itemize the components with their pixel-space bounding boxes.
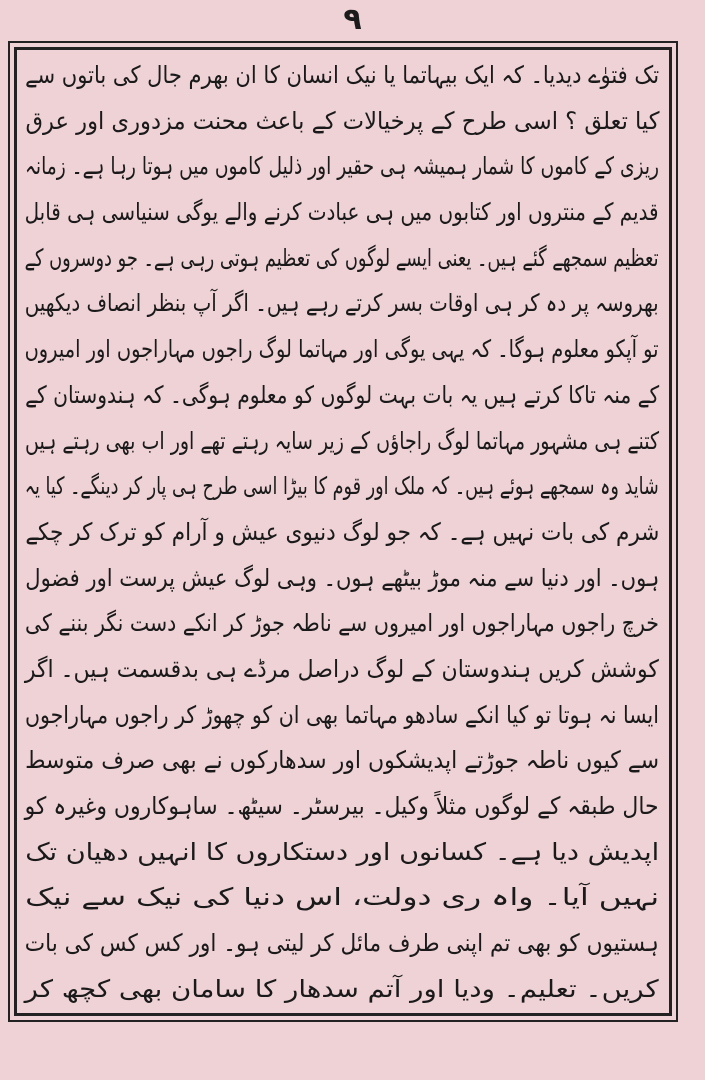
page-border-outer [8, 41, 678, 1022]
text-line: کریں۔ تعلیم۔ ودیا اور آتم سدھار کا سامان بھی کچھ کر [25, 974, 659, 1003]
page-border-inner [14, 47, 672, 1016]
text-line: ہستیوں کو بھی تم اپنی طرف مائل کر لیتی ہو۔ اور کس کس کی بات [25, 929, 659, 958]
text-line: تو آپکو معلوم ہوگا۔ کہ یہی یوگی اور مہاتما لوگ راجوں مہاراجوں اور امیروں [25, 335, 659, 364]
text-line: تعظیم سمجھے گئے ہیں۔ یعنی ایسے لوگوں کی تعظیم ہوتی رہی ہے۔ جو دوسروں کے [25, 243, 659, 272]
text-line: اپدیش دیا ہے۔ کسانوں اور دستکاروں کا انہیں دھیان تک [25, 837, 659, 866]
text-line: کتنے ہی مشہور مہاتما لوگ راجاؤں کے زیر سایہ رہتے تھے اور اب بھی رہتے ہیں [25, 426, 659, 455]
text-line: تک فتوٰے دیدیا۔ کہ ایک بیہاتما یا نیک انسان کا ان بھرم جال کی باتوں سے [25, 61, 659, 89]
text-line: شرم کی بات نہیں ہے۔ کہ جو لوگ دنیوی عیش و آرام کو ترک کر چکے [25, 517, 659, 546]
text-line: بھروسہ پر دہ کر ہی اوقات بسر کرتے رہے ہیں۔ اگر آپ بنظر انصاف دیکھیں [25, 289, 659, 318]
text-line: ریزی کے کاموں کا شمار ہمیشہ ہی حقیر اور ذلیل کاموں میں ہوتا رہا ہے۔ زمانہ [25, 152, 659, 181]
text-line: خرچ راجوں مہاراجوں اور امیروں سے ناطہ جوڑ کر انکے دست نگر بننے کی [25, 609, 659, 638]
text-line: کوشش کریں ہندوستان کے لوگ دراصل مرڈے ہی بدقسمت ہیں۔ اگر [25, 654, 659, 683]
text-line: ایسا نہ ہوتا تو کیا انکے سادھو مہاتما بھی ان کو چھوڑ کر راجوں مہاراجوں [25, 700, 659, 729]
text-line: کیا تعلق ؟ اسی طرح کے پرخیالات کے باعث محنت مزدوری اور عرق [25, 106, 659, 135]
body-text [25, 60, 659, 1005]
text-line: قدیم کے منتروں اور کتابوں میں ہی عبادت کرنے والے یوگی سنیاسی ہی قابل [25, 198, 659, 227]
page-number: ۹ [343, 2, 362, 37]
text-line: ہوں۔ اور دنیا سے منہ موڑ بیٹھے ہوں۔ وہی لوگ عیش پرست اور فضول [25, 563, 659, 592]
text-line: کے منہ تاکا کرتے ہیں یہ بات بہت لوگوں کو معلوم ہوگی۔ کہ ہندوستان کے [25, 380, 659, 409]
text-line: سے کیوں ناطہ جوڑتے اپدیشکوں اور سدھارکوں نے بھی صرف متوسط [25, 746, 659, 775]
text-line: حال طبقہ کے لوگوں مثلاً وکیل۔ بیرسٹر۔ سیٹھ۔ ساہوکاروں وغیرہ کو [25, 792, 659, 820]
text-line: نہیں آیا۔ واہ ری دولت، اس دنیا کی نیک سے نیک [25, 883, 659, 912]
text-line: شاید وہ سمجھے ہوئے ہیں۔ کہ ملک اور قوم کا بیڑا اسی طرح ہی پار کر دینگے۔ کیا یہ [25, 472, 659, 501]
